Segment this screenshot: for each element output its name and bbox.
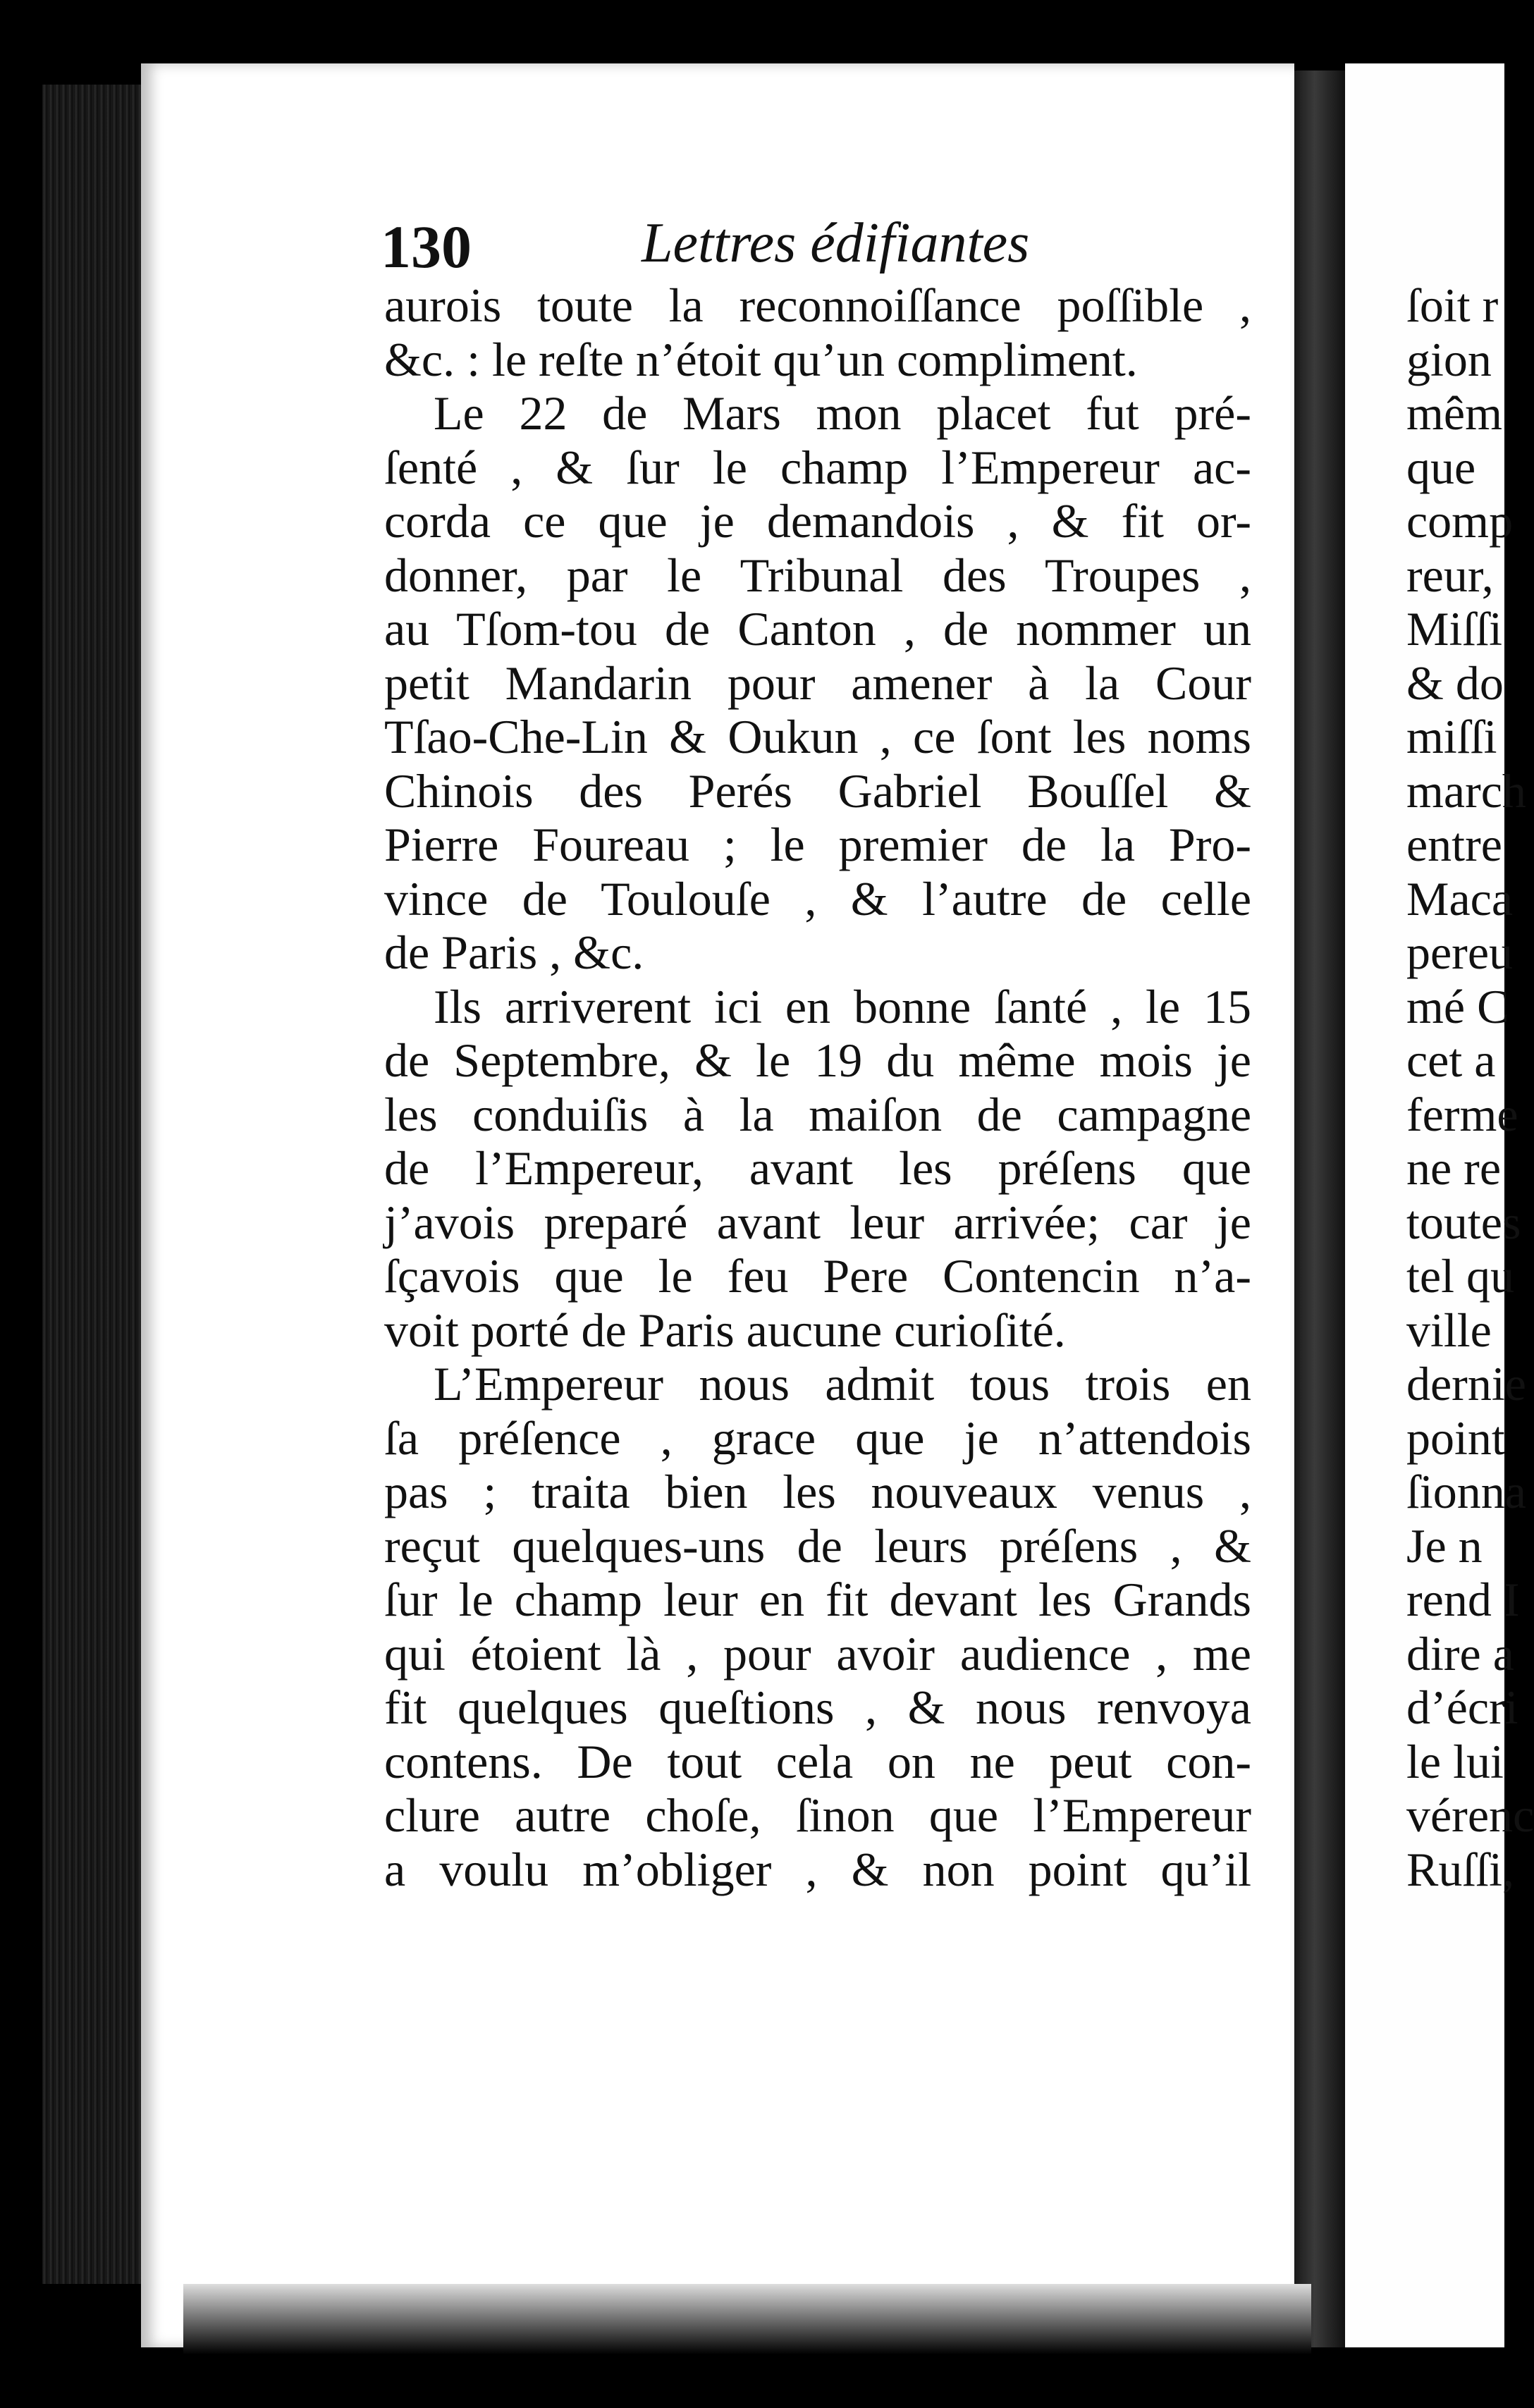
right-page-line: & do [1406,656,1504,710]
right-page-line: reur, [1406,548,1494,602]
text-line: de Septembre, & le 19 du même mois je [384,1033,1251,1087]
text-line: Pierre Foureau ; le premier de la Pro- [384,818,1251,871]
text-line: reçut quelques-uns de leurs préſens , & [384,1518,1251,1573]
text-line: ſçavois que le feu Pere Contencin n’a- [384,1249,1251,1303]
right-page-line: Maca [1406,871,1514,926]
right-page-line: ville [1406,1303,1492,1357]
right-page-line: Je n [1406,1518,1483,1573]
text-line: Ils arriverent ici en bonne ſanté , le 15 [434,979,1251,1033]
text-line: ſur le champ leur en fit devant les Grands [384,1573,1251,1626]
text-line: &c. : le reſte n’étoit qu’un compliment. [384,332,1138,386]
text-line: Chinois des Perés Gabriel Bouſſel & [384,763,1251,818]
right-page-line: pereu [1406,926,1514,979]
right-page-line: Ruſſi, [1406,1842,1515,1896]
right-page-line: ferme [1406,1087,1518,1141]
right-page-text [1406,278,1534,1896]
right-page-line: toutes [1406,1195,1521,1249]
right-page-line: le lui [1406,1734,1504,1788]
text-line: L’Empereur nous admit tous trois en [434,1357,1251,1411]
right-page-line: ſionna [1406,1465,1526,1518]
right-page-line: mé C [1406,979,1509,1033]
text-line: petit Mandarin pour amener à la Cour [384,656,1251,710]
right-page-line: gion [1406,332,1492,386]
right-page-line: que [1406,440,1476,494]
right-page-line: point [1406,1411,1505,1465]
right-page-line: ſoit r [1406,278,1499,332]
text-line: pas ; traita bien les nouveaux venus , [384,1465,1251,1518]
right-page-line: rend I [1406,1573,1520,1626]
text-line: fit quelques queſtions , & nous renvoya [384,1681,1251,1734]
right-page-line: entre [1406,818,1502,871]
text-line: aurois toute la reconnoiſſance poſſible , [384,278,1251,332]
text-line: donner, par le Tribunal des Troupes , [384,548,1251,602]
right-page-line: tel qu [1406,1249,1514,1303]
text-line: contens. De tout cela on ne peut con- [384,1734,1251,1788]
right-page-line: Miſſi [1406,602,1503,656]
right-page-line: vérenc [1406,1788,1534,1842]
text-line: au Tſom-tou de Canton , de nommer un [384,602,1251,656]
right-page-line: d’écri [1406,1681,1518,1734]
right-page-line: comp [1406,494,1514,548]
text-line: Le 22 de Mars mon placet fut pré- [434,386,1251,440]
text-line: vince de Toulouſe , & l’autre de celle [384,871,1251,926]
text-line: ſenté , & ſur le champ l’Empereur ac- [384,440,1251,494]
page-number: 130 [381,213,472,281]
text-line: Tſao-Che-Lin & Oukun , ce ſont les noms [384,710,1251,763]
right-page-line: mêm [1406,386,1502,440]
right-page-line: march [1406,763,1526,818]
running-title: Lettres édifiantes [642,212,1030,274]
text-line: a voulu m’obliger , & non point qu’il [384,1842,1251,1896]
text-line: j’avois preparé avant leur arrivée; car je [384,1195,1251,1249]
right-page-line: dernie [1406,1357,1526,1411]
text-line: de l’Empereur, avant les préſens que [384,1141,1251,1195]
text-line: qui étoient là , pour avoir audience , me [384,1626,1251,1681]
text-line: les conduiſis à la maiſon de campagne [384,1087,1251,1141]
page-bottom-shadow [183,2284,1311,2354]
right-page-line: cet a [1406,1033,1496,1087]
text-line: clure autre choſe, ſinon que l’Empereur [384,1788,1251,1842]
book-gutter [1294,70,1345,2347]
text-line: de Paris , &c. [384,926,644,979]
right-page-line: miſſi [1406,710,1497,763]
right-page-line: ne re [1406,1141,1502,1195]
text-line: ſa préſence , grace que je n’attendois [384,1411,1251,1465]
text-line: corda ce que je demandois , & fit or- [384,494,1251,548]
right-page-line: dire a [1406,1626,1514,1681]
body-text [384,278,1251,1896]
text-line: voit porté de Paris aucune curioſité. [384,1303,1066,1357]
